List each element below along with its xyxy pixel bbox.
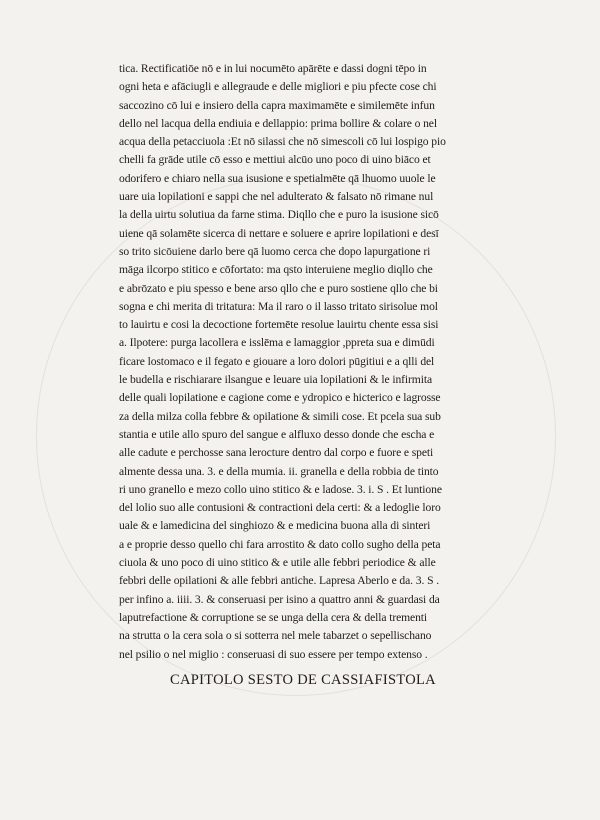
text-line: dello nel lacqua della endiuia e dellappio: prima bollire & colare o nel	[119, 116, 437, 130]
text-line: ri uno granello e mezo collo uino stitico & e ladose. 3. i. S . Et luntione	[119, 482, 442, 496]
text-line: to lauirtu e cosi la decoctione fortemēte resolue lauirtu chente essa sisi	[119, 318, 439, 332]
text-line: māga ilcorpo stitico e cōfortato: ma qsto interuiene meglio diqllo che	[119, 263, 433, 277]
text-line: uale & e lamedicina del singhiozo & e medicina buona alla di sinteri	[119, 519, 431, 533]
text-line: le budella e rischiarare ilsangue e leuare uia lopilationi & le infirmita	[119, 373, 433, 387]
text-line: febbri delle opilationi & alle febbri antiche. Lapresa Aberlo e da. 3. S .	[119, 574, 440, 588]
text-block	[119, 60, 559, 664]
text-line: uare uia lopilationi e sappi che nel adulterato & falsato nō rimane nul	[119, 190, 434, 204]
text-line: alle cadute e perchosse sana lerocture dentro dal corpo e fuore e speti	[119, 446, 434, 460]
text-line: tica. Rectificatiōe nō e in lui nocumēto apārēte e dassi dogni tēpo in	[119, 62, 427, 75]
text-line: na strutta o la cera sola o si sotterra nel mele tabarzet o sepellischano	[119, 629, 432, 643]
text-line: ciuola & uno poco di uino stitico & e utile alle febbri periodice & alle	[119, 556, 436, 570]
text-line: almente dessa una. 3. e della mumia. ii. granella e della robbia de tinto	[119, 464, 439, 478]
text-line: nel psilio o nel miglio : conseruasi di suo essere per tempo extenso .	[119, 647, 428, 661]
text-line: per infino a. iiii. 3. & conseruasi per isino a quattro anni & guardasi da	[119, 592, 440, 606]
text-line: a e proprie desso quello chi fara arrostito & dato collo sugho della peta	[119, 537, 441, 551]
text-line: ogni heta e afāciugli e allegraude e delle migliori e piu pfecte cose chi	[119, 80, 437, 94]
text-line: odorifero e chiaro nella sua isusione e spetialmēte qā lhuomo uuole le	[119, 171, 436, 185]
text-line: saccozino cō lui e insiero della capra maximamēte e similemēte infun	[119, 98, 435, 112]
text-line: za della milza colla febbre & opilatione & simili cose. Et pcela sua sub	[119, 409, 441, 423]
text-line: stantia e utile allo spuro del sangue e alfluxo desso donde che escha e	[119, 427, 435, 441]
text-line: delle quali lopilatione e cagione come e ydropico e hicterico e lagrosse	[119, 391, 441, 405]
text-line: a. Ilpotere: purga lacollera e isslēma e lamaggior ,ppreta sua e dimūdi	[119, 336, 435, 350]
text-line: del lolio suo alle contusioni & contractioni dela certi: & a ledoglie loro	[119, 501, 441, 515]
text-line: chelli fa grāde utile cō esso e mettiui alcūo uno poco di uino biāco et	[119, 153, 431, 167]
text-line: e abrōzato e piu spesso e bene arso qllo che e puro sostiene qllo che bi	[119, 281, 438, 295]
text-line: acqua della petacciuola :Et nō silassi che nō simescoli cō lui lospigo pio	[119, 135, 446, 149]
chapter-heading: CAPITOLO SESTO DE CASSIAFISTOLA	[170, 672, 436, 688]
text-line: ficare lostomaco e il fegato e giouare a loro dolori pūgitiui e a qlli del	[119, 354, 435, 368]
text-line: la della uirtu solutiua da farne stima. Diqllo che e puro la isusione sicō	[119, 208, 439, 222]
text-line: sogna e chi merita di tritatura: Ma il raro o il lasso tritato sirisolue mol	[119, 299, 438, 313]
text-line: so trito sicōuiene darlo bere qā luomo cerca che dopo lapurgatione ri	[119, 244, 431, 258]
text-line: uiene qā solamēte sicerca di nettare e soluere e aprire lopilationi e desī	[119, 226, 439, 240]
text-line: laputrefactione & corruptione se se unga della cera & della trementi	[119, 610, 428, 624]
